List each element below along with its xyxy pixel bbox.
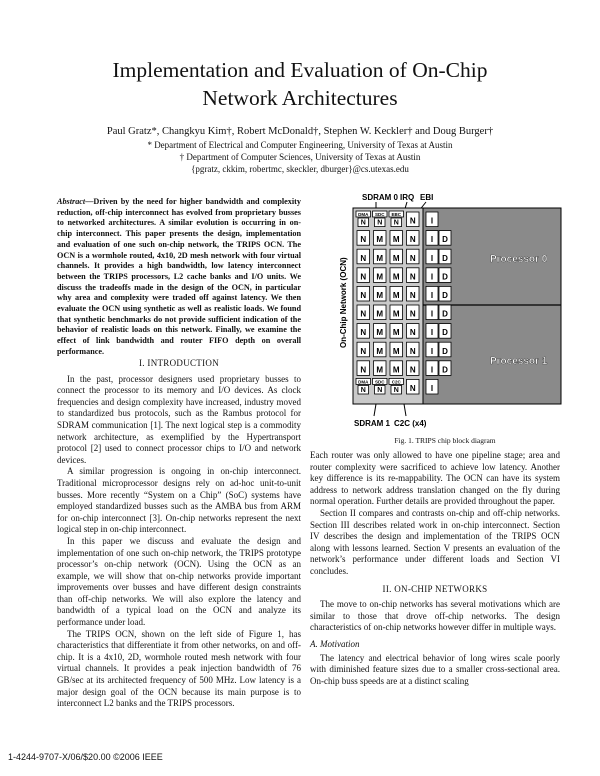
subsection-a-paragraph-1: The latency and electrical behavior of long wires scale poorly with diminished feature sizes due to a smaller cross-sectional area. On-chip buss speeds are at a distinct scaling (310, 652, 560, 686)
io-block-label: SDC (374, 212, 385, 217)
router-tile-label: N (409, 309, 416, 319)
dcache-tile-label: D (442, 328, 448, 338)
section-2-paragraph-1: The move to on-chip networks has several motivations which are similar to those that drove off-chip networks. The design characteristics of on-chip networks however differ in multiple ways. (310, 599, 560, 633)
io-tile-label: I (430, 272, 434, 282)
router-tile-label: N (360, 235, 367, 245)
intro-paragraph-4: The TRIPS OCN, shown on the left side of Figure 1, has characteristics that differentiate it from other networks, on and off-chip. It is a 4x10, 2D, wormhole routed mesh network with four virtual channels. It provides a peak injection bandwidth of 76 GB/sec at its architected frequency of 500 MHz. Low latency is a major design goal of the OCN because its main purpose is to interconnect L2 banks and the TRIPS processors. (57, 628, 301, 709)
router-tile-label: N (409, 272, 416, 282)
abstract (57, 197, 301, 358)
io-tile-label: I (430, 384, 434, 393)
label-sdram1: SDRAM 1 (354, 419, 391, 428)
memory-tile-label: M (376, 291, 384, 300)
io-tile-label: I (430, 328, 434, 338)
label-processor1: Processor 1 (490, 356, 548, 367)
section-2-heading: II. ON-CHIP NETWORKS (382, 583, 488, 594)
dcache-tile-label: D (442, 272, 448, 282)
title-line-1: Implementation and Evaluation of On-Chip (112, 58, 488, 82)
router-tile-label: N (377, 219, 383, 227)
router-tile-label: N (360, 219, 366, 227)
dcache-tile-label: D (442, 235, 448, 245)
io-tile-label: I (430, 216, 434, 226)
memory-tile-label: M (392, 328, 400, 338)
memory-tile-label: M (376, 346, 384, 356)
label-c2c: C2C (x4) (394, 419, 427, 428)
author-emails: {pgratz, ckkim, robertmc, skeckler, dburger}@cs.utexas.edu (191, 164, 409, 174)
router-tile-label: N (377, 387, 383, 394)
router-tile-label: N (409, 328, 416, 338)
io-tile-label: I (430, 309, 434, 319)
figure-caption: Fig. 1. TRIPS chip block diagram (394, 436, 496, 445)
label-ocn: On-Chip Network (OCN) (339, 257, 348, 348)
dcache-tile-label: D (442, 291, 448, 300)
dcache-tile-label: D (442, 253, 448, 263)
connector-c2c (404, 404, 406, 416)
router-tile-label: N (409, 216, 416, 226)
label-ebi: EBI (420, 193, 434, 202)
router-tile-label: N (409, 235, 416, 245)
right-paragraph-2: Section II compares and contrasts on-chip and off-chip networks. Section III describes related work in on-chip interconnect. Section IV describes the design and implementation of the TRIPS OCN along with lessons learned. Section V presents an evaluation of the network’s performance under different loads and Section VI concludes. (310, 507, 560, 576)
memory-tile-label: M (392, 235, 400, 245)
io-block-label: EBC (391, 212, 402, 217)
intro-paragraph-3: In this paper we discuss and evaluate the design and implementation of one such on-chip network, the TRIPS prototype processor’s on-chip network (OCN). Using the OCN as an example, we will show that on-chip networks provide important improvements over busses and have different design constraints than off-chip networks. We will also explore the latency and bandwidth of a typical load on the OCN and analyze its performance under load. (57, 535, 301, 628)
router-tile-label: N (360, 309, 367, 319)
router-tile-label: N (409, 291, 416, 300)
router-tile-label: N (409, 384, 416, 393)
router-tile-label: N (409, 346, 416, 356)
intro-paragraph-1: In the past, processor designers used proprietary busses to connect the processor to its memory and I/O devices. As clock frequencies and design complexity have increased, industry moved to standardized bus protocols, such as the Rambus protocol for SDRAM communication [1]. The next logical step is a commodity network architecture, as exemplified by the Hypertransport protocol [2] used to connect processor chips to I/O and network devices. (57, 373, 301, 465)
memory-tile-label: M (376, 253, 384, 263)
router-tile-label: N (393, 219, 399, 227)
dcache-tile-label: D (442, 365, 448, 375)
io-block-label: DMA (358, 379, 369, 385)
io-tile-label: I (430, 235, 434, 245)
memory-tile-label: M (376, 309, 384, 319)
right-column (310, 450, 560, 687)
memory-tile-label: M (376, 365, 384, 375)
subsection-a-heading: A. Motivation (310, 638, 360, 649)
io-block-label: C2C (391, 379, 401, 385)
label-processor0: Processor 0 (490, 254, 548, 265)
memory-tile-label: M (392, 272, 400, 282)
memory-tile-label: M (376, 272, 384, 282)
router-tile-label: N (409, 253, 416, 263)
io-tile-label: I (430, 253, 434, 263)
io-block-label: SDC (374, 379, 385, 385)
memory-tile-label: M (376, 328, 384, 338)
memory-tile-label: M (392, 309, 400, 319)
router-tile-label: N (360, 328, 367, 338)
trips-block-diagram (332, 188, 564, 432)
dcache-tile-label: D (442, 309, 448, 319)
title-line-2: Network Architectures (202, 86, 398, 110)
abstract-label: Abstract (57, 197, 86, 206)
intro-paragraph-2: A similar progression is ongoing in on-chip interconnect. Traditional microprocessor designs rely on ad-hoc unit-to-unit busses. More recently “System on a Chip” (SoC) systems have employed standardized busses such as the AMBA bus from ARM for on-chip interconnect [3]. On-chip networks represent the next logical step in on-chip interconnect. (57, 466, 301, 535)
io-tile-label: I (430, 291, 434, 300)
abstract-text: —Driven by the need for higher bandwidth and complexity reduction, off-chip interconnect has evolved from proprietary busses to networked architectures. A similar evolution is occurring in on-chip interconnect. This paper presents the design, implementation and evaluation of one such on-chip network, the TRIPS OCN. The OCN is a wormhole routed, 4x10, 2D mesh network with four virtual channels. It provides a high bandwidth, low latency interconnect between the TRIPS processors, L2 cache banks and I/O units. We discuss the tradeoffs made in the design of the OCN, in particular why area and complexity were traded off against latency. We then evaluate the OCN using synthetic as well as realistic loads. We found that synthetic benchmarks do not provide sufficient indication of the behavior of realistic loads on this network. Finally, we examine the effect of link bandwidth and router FIFO depth on overall performance. (57, 197, 301, 356)
dcache-tile-label: D (442, 346, 448, 356)
io-block-label: DMA (358, 212, 369, 217)
router-tile-label: N (360, 272, 367, 282)
memory-tile-label: M (392, 365, 400, 375)
router-tile-label: N (360, 291, 367, 300)
memory-tile-label: M (376, 235, 384, 245)
router-tile-label: N (360, 365, 367, 375)
section-1-heading: I. INTRODUCTION (139, 358, 219, 368)
left-column (57, 352, 301, 710)
memory-tile-label: M (392, 291, 400, 300)
affiliation-ece: * Department of Electrical and Computer Engineering, University of Texas at Austin (147, 140, 453, 150)
author-list: Paul Gratz*, Changkyu Kim†, Robert McDonald†, Stephen W. Keckler† and Doug Burger† (106, 126, 494, 137)
io-tile-label: I (430, 365, 434, 375)
router-tile-label: N (360, 387, 366, 394)
router-tile-label: N (409, 365, 416, 375)
router-tile-label: N (393, 387, 399, 394)
paper-title (40, 56, 560, 112)
memory-tile-label: M (392, 253, 400, 263)
router-tile-label: N (360, 346, 367, 356)
io-tile-label: I (430, 346, 434, 356)
router-tile-label: N (360, 253, 367, 263)
copyright-footer: 1-4244-9707-X/06/$20.00 ©2006 IEEE (8, 752, 163, 762)
label-sdram0: SDRAM 0 (362, 193, 399, 202)
label-irq: IRQ (400, 193, 415, 202)
connector-sdram1 (374, 404, 376, 416)
right-paragraph-1: Each router was only allowed to have one pipeline stage; area and router complexity were sacrificed to achieve low latency. Another key difference is its re-mappability. The OCN can have its system address to network address translation changed on the fly during normal operation. Further details are provided throughout the paper. (310, 450, 560, 507)
memory-tile-label: M (392, 346, 400, 356)
affiliation-cs: † Department of Computer Sciences, University of Texas at Austin (179, 152, 421, 162)
